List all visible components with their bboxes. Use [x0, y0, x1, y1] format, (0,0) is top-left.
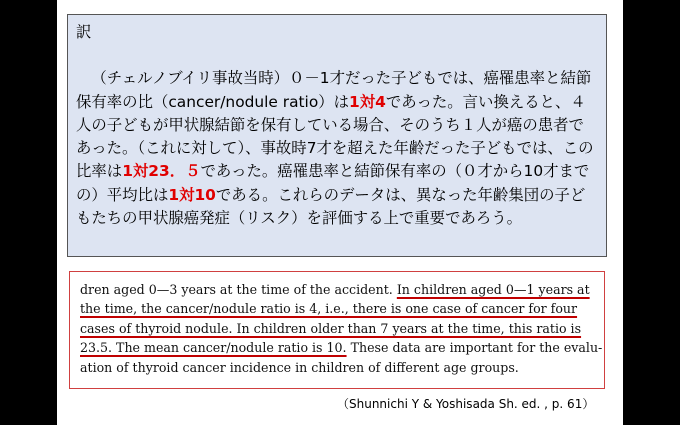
translation-text: であった。癌罹患率と結節保有率の（０才から10才までの）平均比は: [76, 162, 590, 204]
translation-box: [67, 14, 607, 257]
excerpt-line: [80, 299, 594, 318]
translation-text: である。これらのデータは、異なった年齢集団の子どもたちの甲状腺癌発症（リスク）を評価する上で重要であろう。: [76, 185, 586, 228]
excerpt-text: dren aged 0—3 years at the time of the accident.: [80, 282, 397, 297]
excerpt-line: [80, 358, 594, 377]
excerpt-text: These data are important for the evalu-: [346, 340, 603, 356]
excerpt-text: ation of thyroid cancer incidence in children of different age groups.: [80, 359, 519, 375]
citation: （Shunnichi Y & Yoshisada Sh. ed. , p. 61）: [337, 397, 595, 411]
underlined-text: In children aged 0—1 years at: [396, 282, 590, 297]
ratio-highlight: 1対10: [168, 185, 216, 204]
translation-text: （チェルノブイリ事故当時）０－1才だった子どもでは、癌罹患率と結節保有率の比（cancer/nodule ratio）は: [76, 69, 592, 111]
underlined-text: 23.5. The mean cancer/nodule ratio is 10.: [80, 340, 347, 356]
source-excerpt-box: [69, 271, 605, 389]
excerpt-line: [80, 280, 594, 299]
ratio-highlight: 1対23．５: [122, 162, 201, 181]
translation-paragraph: [76, 67, 598, 230]
slide: [57, 0, 623, 425]
ratio-highlight: 1対4: [349, 92, 386, 111]
excerpt-line: [80, 319, 594, 338]
underlined-text: the time, the cancer/nodule ratio is 4, i.e., there is one case of cancer for four: [80, 301, 578, 317]
translation-text: であった。言い換えると、４人の子どもが甲状腺結節を保有している場合、そのうち１人が癌の患者であった。（これに対して）、事故時7才を超えた年齢だった子どもでは、この比率は: [76, 92, 594, 181]
underlined-text: cases of thyroid nodule. In children older than 7 years at the time, this ratio is: [80, 320, 582, 336]
translation-label: 訳: [76, 23, 92, 41]
excerpt-line: [80, 338, 603, 357]
